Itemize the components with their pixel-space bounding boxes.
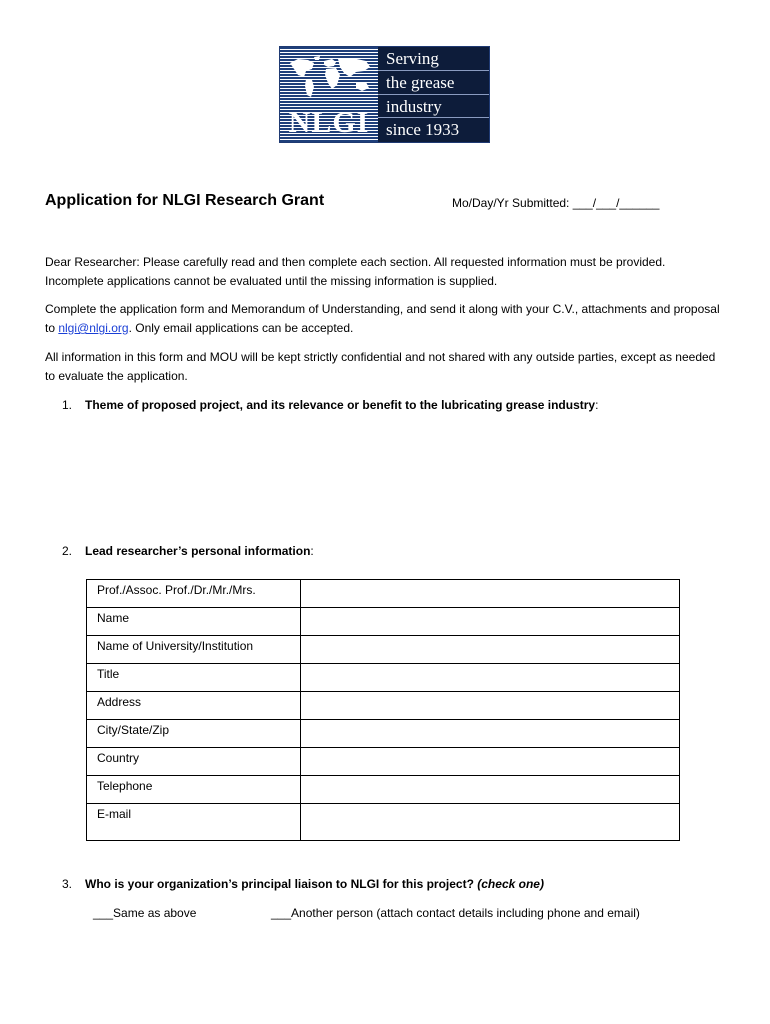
liaison-option-other[interactable]: ___Another person (attach contact details including phone and email) [271,906,640,920]
question-number: 2. [62,544,73,558]
logo-emblem [280,47,378,142]
table-row [87,720,680,748]
question-1-text: Theme of proposed project, and its relevance or benefit to the lubricating grease industry [85,398,596,412]
liaison-option-same[interactable]: ___Same as above [93,906,197,920]
date-submitted-field[interactable]: Mo/Day/Yr Submitted: ___/___/______ [452,196,660,210]
field-label: Prof./Assoc. Prof./Dr./Mr./Mrs. [87,580,301,608]
question-2-suffix: : [310,544,314,558]
question-3 [62,877,544,891]
field-input[interactable] [300,776,679,804]
field-label: Name [87,608,301,636]
table-row [87,692,680,720]
field-label: Title [87,664,301,692]
field-label: Address [87,692,301,720]
question-number: 1. [62,398,73,412]
logo-acronym: NLGI [288,106,370,139]
field-label: Name of University/Institution [87,636,301,664]
field-input[interactable] [300,580,679,608]
intro-paragraph-2-text: Complete the application form and Memorandum of Understanding, and send it along with your C.V., attachments and proposal to [45,302,720,335]
intro-paragraph-1: Dear Researcher: Please carefully read and then complete each section. All requested information must be provided. Incomplete applications cannot be evaluated until the missing information is supplied. [45,255,666,288]
question-1-suffix: : [595,398,599,412]
personal-info-table [86,579,680,841]
table-row [87,748,680,776]
question-3-text: Who is your organization’s principal liaison to NLGI for this project? [85,877,474,891]
email-link[interactable]: nlgi@nlgi.org [58,321,129,335]
field-input[interactable] [300,692,679,720]
table-row [87,804,680,841]
field-input[interactable] [300,804,679,841]
table-row [87,636,680,664]
field-label: E-mail [87,804,301,841]
question-3-note: (check one) [477,877,544,891]
field-input[interactable] [300,608,679,636]
page-title: Application for NLGI Research Grant [45,192,325,209]
field-label: Telephone [87,776,301,804]
field-input[interactable] [300,664,679,692]
intro-paragraph-2-text-end: . Only email applications can be accepted. [128,321,354,335]
table-row [87,776,680,804]
question-2-text: Lead researcher’s personal information [85,544,311,558]
logo-tagline-line: Serving [378,47,489,71]
field-label: Country [87,748,301,776]
intro-paragraph-2 [45,300,725,338]
table-row [87,664,680,692]
field-input[interactable] [300,748,679,776]
nlgi-logo [279,46,490,143]
question-1 [62,398,598,412]
world-map-icon [284,53,374,101]
intro-paragraph-3: All information in this form and MOU will be kept strictly confidential and not shared with any outside parties, except as needed to evaluate the application. [45,350,716,383]
table-row [87,608,680,636]
logo-tagline-line: since 1933 [386,120,460,140]
logo-tagline-line: industry [378,95,489,119]
logo-tagline [378,47,489,142]
field-label: City/State/Zip [87,720,301,748]
table-row [87,580,680,608]
field-input[interactable] [300,720,679,748]
question-number: 3. [62,877,73,891]
logo-tagline-line: the grease [378,71,489,95]
question-2 [62,544,314,558]
field-input[interactable] [300,636,679,664]
